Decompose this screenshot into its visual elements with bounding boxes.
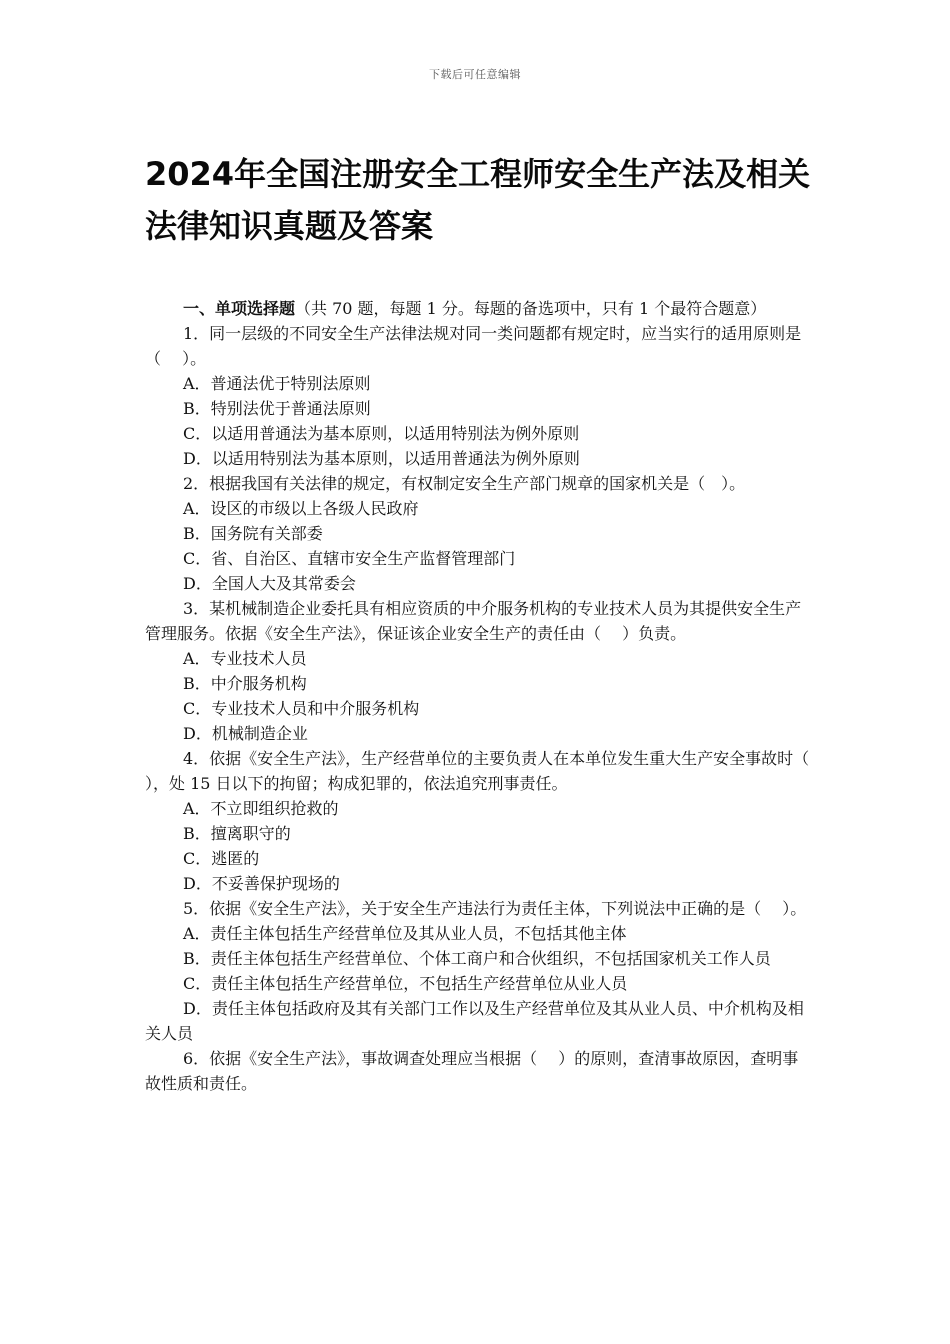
question-option: D．不妥善保护现场的 <box>183 874 340 893</box>
document-body <box>145 296 831 1096</box>
question-option: C．省、自治区、直辖市安全生产监督管理部门 <box>183 549 516 568</box>
question-option: A．责任主体包括生产经营单位及其从业人员，不包括其他主体 <box>183 924 627 943</box>
question-option: B．中介服务机构 <box>183 674 307 693</box>
question-option: B．责任主体包括生产经营单位、个体工商户和合伙组织，不包括国家机关工作人员 <box>183 949 771 968</box>
section-heading: 一、单项选择题 <box>183 299 296 318</box>
question-stem: 2．根据我国有关法律的规定，有权制定安全生产部门规章的国家机关是（ ）。 <box>183 474 746 493</box>
question-option: C．以适用普通法为基本原则，以适用特别法为例外原则 <box>183 424 580 443</box>
section-intro <box>145 296 810 321</box>
question-stem: 5．依据《安全生产法》，关于安全生产违法行为责任主体，下列说法中正确的是（ ）。 <box>183 899 807 918</box>
question-option: A．专业技术人员 <box>183 649 307 668</box>
question-option: C．责任主体包括生产经营单位，不包括生产经营单位从业人员 <box>183 974 628 993</box>
document-title: 2024年全国注册安全工程师安全生产法及相关法律知识真题及答案 <box>145 155 811 245</box>
question-option: C．专业技术人员和中介服务机构 <box>183 699 420 718</box>
question-stem: 4．依据《安全生产法》，生产经营单位的主要负责人在本单位发生重大生产安全事故时（ ），处 15 日以下的拘留；构成犯罪的，依法追究刑事责任。 <box>145 749 831 793</box>
question-option: A．普通法优于特别法原则 <box>183 374 371 393</box>
question-option: A．不立即组织抢救的 <box>183 799 339 818</box>
question-option: B．国务院有关部委 <box>183 524 323 543</box>
section-instruction: （共 70 题，每题 1 分。每题的备选项中，只有 1 个最符合题意） <box>295 299 767 318</box>
question-option: D．以适用特别法为基本原则，以适用普通法为例外原则 <box>183 449 580 468</box>
question-option: C．逃匿的 <box>183 849 260 868</box>
question-option: B．特别法优于普通法原则 <box>183 399 371 418</box>
question-stem: 3．某机械制造企业委托具有相应资质的中介服务机构的专业技术人员为其提供安全生产管理服务。依据《安全生产法》，保证该企业安全生产的责任由（ ）负责。 <box>145 599 802 643</box>
question-option: D．全国人大及其常委会 <box>183 574 356 593</box>
question-option: D．责任主体包括政府及其有关部门工作以及生产经营单位及其从业人员、中介机构及相关人员 <box>145 999 804 1043</box>
header-note: 下载后可任意编辑 <box>429 68 521 81</box>
question-option: A．设区的市级以上各级人民政府 <box>183 499 419 518</box>
question-option: B．擅离职守的 <box>183 824 291 843</box>
question-option: D．机械制造企业 <box>183 724 308 743</box>
question-stem: 6．依据《安全生产法》，事故调查处理应当根据（ ）的原则，查清事故原因，查明事故性质和责任。 <box>145 1049 799 1093</box>
question-stem: 1．同一层级的不同安全生产法律法规对同一类问题都有规定时，应当实行的适用原则是（ ）。 <box>145 324 802 368</box>
